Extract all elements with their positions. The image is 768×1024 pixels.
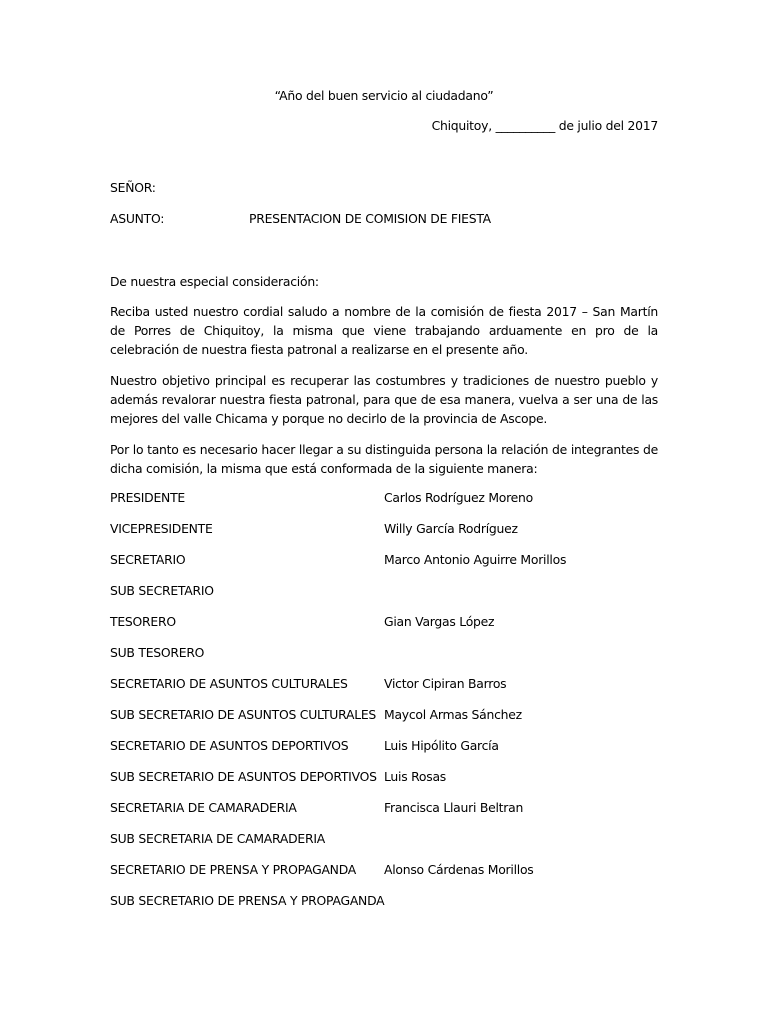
body-paragraph: Reciba usted nuestro cordial saludo a nombre de la comisión de fiesta 2017 – San Martín de Porres de Chiquitoy, la misma que viene trabajando arduamente en pro de la celebración de nuestra fiesta patronal a realizarse en el presente año. [110, 304, 658, 357]
committee-role: SUB SECRETARIO [110, 583, 214, 598]
subject-value: PRESENTACION DE COMISION DE FIESTA [249, 211, 491, 226]
committee-row [110, 798, 658, 829]
letter-greeting: De nuestra especial consideración: [110, 274, 319, 289]
committee-role: SUB SECRETARIA DE CAMARADERIA [110, 831, 325, 846]
committee-row [110, 736, 658, 767]
committee-row [110, 674, 658, 705]
letter-dateline: Chiquitoy, __________ de julio del 2017 [431, 118, 658, 133]
committee-roster [110, 488, 658, 922]
committee-role: SECRETARIO DE ASUNTOS CULTURALES [110, 676, 348, 691]
committee-row [110, 581, 658, 612]
committee-member: Gian Vargas López [384, 614, 495, 629]
committee-member: Maycol Armas Sánchez [384, 707, 522, 722]
committee-role: TESORERO [110, 614, 176, 629]
committee-role: SUB TESORERO [110, 645, 205, 660]
committee-role: SECRETARIO DE ASUNTOS DEPORTIVOS [110, 738, 349, 753]
committee-member: Victor Cipiran Barros [384, 676, 507, 691]
committee-member: Willy García Rodríguez [384, 521, 518, 536]
committee-row [110, 767, 658, 798]
committee-role: SECRETARIO [110, 552, 186, 567]
committee-member: Francisca Llauri Beltran [384, 800, 524, 815]
committee-row [110, 612, 658, 643]
letter-motto: “Año del buen servicio al ciudadano” [274, 88, 494, 103]
committee-row [110, 488, 658, 519]
committee-row [110, 519, 658, 550]
committee-member: Luis Rosas [384, 769, 447, 784]
committee-row [110, 643, 658, 674]
committee-row [110, 829, 658, 860]
committee-role: SECRETARIO DE PRENSA Y PROPAGANDA [110, 862, 356, 877]
recipient-label: SEÑOR: [110, 180, 156, 195]
committee-role: SUB SECRETARIO DE ASUNTOS DEPORTIVOS [110, 769, 377, 784]
committee-role: PRESIDENTE [110, 490, 185, 505]
committee-row [110, 891, 658, 922]
committee-member: Luis Hipólito García [384, 738, 499, 753]
committee-role: SUB SECRETARIO DE PRENSA Y PROPAGANDA [110, 893, 385, 908]
committee-role: VICEPRESIDENTE [110, 521, 213, 536]
committee-member: Alonso Cárdenas Morillos [384, 862, 534, 877]
body-paragraph: Nuestro objetivo principal es recuperar las costumbres y tradiciones de nuestro pueblo y además revalorar nuestra fiesta patronal, para que de esa manera, vuelva a ser una de las mejores del valle Chicama y porque no decirlo de la provincia de Ascope. [110, 373, 658, 426]
body-paragraph: Por lo tanto es necesario hacer llegar a su distinguida persona la relación de integrantes de dicha comisión, la misma que está conformada de la siguiente manera: [110, 442, 658, 476]
committee-row [110, 705, 658, 736]
committee-row [110, 550, 658, 581]
committee-role: SECRETARIA DE CAMARADERIA [110, 800, 297, 815]
subject-label: ASUNTO: [110, 211, 165, 226]
committee-member: Marco Antonio Aguirre Morillos [384, 552, 567, 567]
committee-role: SUB SECRETARIO DE ASUNTOS CULTURALES [110, 707, 377, 722]
committee-row [110, 860, 658, 891]
committee-member: Carlos Rodríguez Moreno [384, 490, 533, 505]
